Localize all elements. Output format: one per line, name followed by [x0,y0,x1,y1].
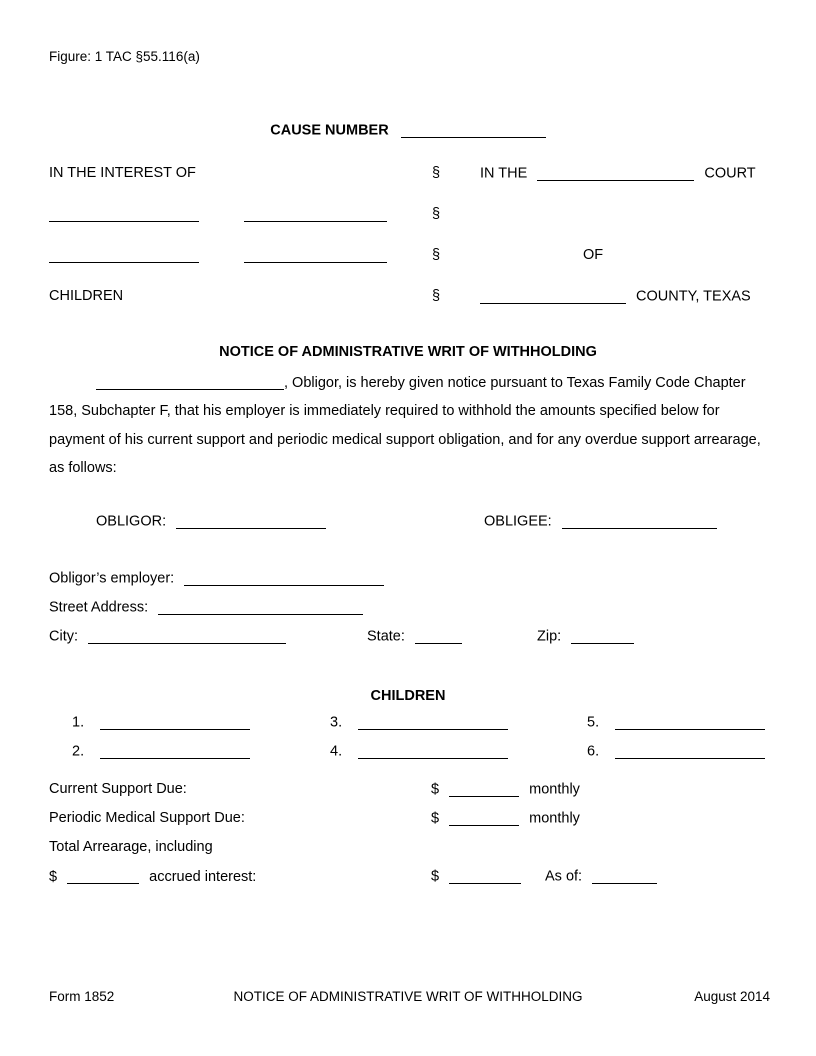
child-slot-5 [587,714,765,731]
section-symbol: § [432,165,441,181]
current-support-label: Current Support Due: [49,781,187,797]
cause-number-line [0,122,816,139]
notice-paragraph-text: , Obligor, is hereby given notice pursuant to Texas Family Code Chapter 158, Subchapter F, that his employer is immediately required to withhold the amounts specified below for payment of his current support and periodic medical support obligation, and for any overdue support arrearage, as follows: [49,375,761,477]
caption-county-line [480,288,767,305]
current-support-amount [431,781,580,798]
state-label: State: [367,628,405,645]
child-slot-4 [330,743,508,760]
section-symbol: § [432,206,441,222]
state-blank [415,628,462,644]
child-blank [615,714,765,730]
amount-blank [449,781,519,797]
caption-row-4 [49,288,767,308]
child-blank [100,714,250,730]
cause-number-label: CAUSE NUMBER [270,122,389,139]
city-state-zip-row [49,628,767,645]
interest-amount-blank [67,868,139,884]
footer-date: August 2014 [694,989,770,1004]
child-blank [358,743,508,759]
monthly-label: monthly [529,781,580,798]
footer-title: NOTICE OF ADMINISTRATIVE WRIT OF WITHHOLDING [233,989,583,1004]
section-symbol: § [432,247,441,263]
child-slot-3 [330,714,508,731]
caption-row-1 [49,165,767,185]
dollar-sign: $ [431,868,440,885]
medical-support-amount [431,810,580,827]
obligee-field [484,513,717,530]
obligor-blank [176,513,326,529]
state-field [367,628,462,645]
child-number: 1. [72,714,85,731]
child-blank [100,743,250,759]
caption-row-3 [49,247,767,267]
court-name-blank [537,165,694,181]
caption-children: CHILDREN [49,288,124,304]
monthly-label: monthly [529,810,580,827]
as-of-field [545,868,657,885]
caption-row-2 [49,206,767,226]
street-blank [158,599,363,615]
medical-support-row [49,810,767,826]
county-name-blank [480,288,626,304]
as-of-label: As of: [545,868,583,885]
caption-county-texas: COUNTY, TEXAS [636,288,751,305]
section-symbol: § [432,288,441,304]
arrearage-amount [431,868,521,885]
cause-number-blank [401,122,546,138]
children-heading: CHILDREN [370,688,446,704]
child-blank [615,743,765,759]
zip-field [537,628,634,645]
child-number: 2. [72,743,85,760]
caption-interest-of: IN THE INTEREST OF [49,165,196,181]
street-row [49,599,767,616]
city-label: City: [49,628,78,645]
employer-row [49,570,767,587]
child-number: 4. [330,743,343,760]
dollar-sign: $ [431,810,440,827]
obligor-field [96,513,326,530]
as-of-date-blank [592,868,657,884]
child-blank [358,714,508,730]
accrued-interest-field [49,869,256,885]
zip-label: Zip: [537,628,562,645]
arrearage-row-1 [49,839,767,855]
caption-court: COURT [704,165,756,182]
employer-label: Obligor’s employer: [49,570,175,587]
caption-in-the: IN THE [480,165,528,182]
child-slot-2 [72,743,250,760]
child-slot-1 [72,714,250,731]
child-name-blank [244,206,387,222]
street-label: Street Address: [49,599,149,616]
city-blank [88,628,286,644]
child-number: 5. [587,714,600,731]
child-name-blank [49,206,199,222]
employer-blank [184,570,384,586]
zip-blank [571,628,634,644]
caption-of: OF [583,247,604,263]
amount-blank [449,868,521,884]
figure-reference: Figure: 1 TAC §55.116(a) [49,49,200,64]
arrearage-row-2 [49,868,767,885]
child-name-blank [244,247,387,263]
arrearage-label: Total Arrearage, including [49,839,213,855]
footer-form-number: Form 1852 [49,989,115,1004]
accrued-interest-label: accrued interest: [149,868,257,885]
notice-title: NOTICE OF ADMINISTRATIVE WRIT OF WITHHOLDING [219,344,597,360]
obligee-label: OBLIGEE: [484,513,552,530]
caption-court-line [480,165,767,182]
amount-blank [449,810,519,826]
child-number: 3. [330,714,343,731]
current-support-row [49,781,767,797]
obligor-name-blank [96,375,284,391]
child-slot-6 [587,743,765,760]
notice-paragraph [49,369,771,483]
obligor-label: OBLIGOR: [96,513,167,530]
child-number: 6. [587,743,600,760]
dollar-sign: $ [49,868,58,885]
medical-support-label: Periodic Medical Support Due: [49,810,245,826]
child-name-blank [49,247,199,263]
dollar-sign: $ [431,781,440,798]
obligee-blank [562,513,717,529]
caption-of-line [480,247,767,263]
